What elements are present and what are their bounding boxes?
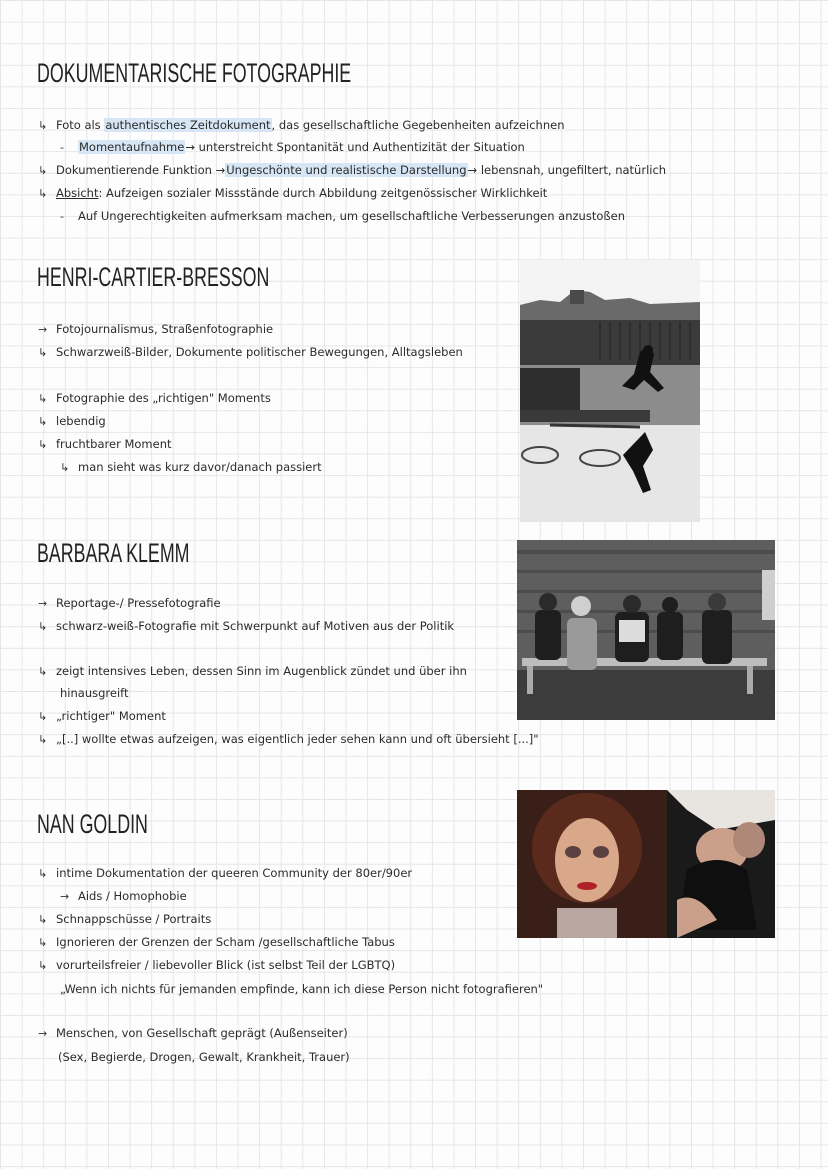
hook-arrow-icon: ↳ xyxy=(60,460,70,474)
goldin-line-8: (Sex, Begierde, Drogen, Gewalt, Krankheit, Trauer) xyxy=(58,1050,350,1064)
hook-arrow-icon: ↳ xyxy=(38,163,48,177)
hook-arrow-icon: ↳ xyxy=(38,709,48,723)
hook-arrow-icon: ↳ xyxy=(38,958,48,972)
hook-arrow-icon: ↳ xyxy=(38,391,48,405)
hook-arrow-icon: ↳ xyxy=(38,414,48,428)
title-dokumentarische-fotographie: DOKUMENTARISCHE FOTOGRAPHIE xyxy=(37,58,352,88)
photo-bench-people xyxy=(517,540,775,720)
right-arrow-icon: → xyxy=(38,1026,48,1040)
hcb-line-4: ↳ lebendig xyxy=(38,414,106,428)
doc-line-1: ↳ Foto als authentisches Zeitdokument , das gesellschaftliche Gegebenheiten aufzeichnen xyxy=(38,118,565,132)
doc-line-4: ↳ Absicht : Aufzeigen sozialer Missstände durch Abbildung zeitgenössischer Wirklichkeit xyxy=(38,186,548,200)
hook-arrow-icon: ↳ xyxy=(38,912,48,926)
goldin-line-4: ↳ Ignorieren der Grenzen der Scham /gesellschaftliche Tabus xyxy=(38,935,395,949)
hook-arrow-icon: ↳ xyxy=(38,619,48,633)
klemm-line-3: ↳ zeigt intensives Leben, dessen Sinn im Augenblick zündet und über ihn xyxy=(38,664,467,678)
title-nan-goldin: NAN GOLDIN xyxy=(37,809,148,839)
highlight-darstellung: Ungeschönte und realistische Darstellung xyxy=(226,163,467,177)
highlight-zeitdokument: authentisches Zeitdokument xyxy=(105,118,271,132)
doc-line-2: - Momentaufnahme → unterstreicht Spontanität und Authentizität der Situation xyxy=(60,140,525,154)
hook-arrow-icon: ↳ xyxy=(38,866,48,880)
hook-arrow-icon: ↳ xyxy=(38,935,48,949)
title-henri-cartier-bresson: HENRI-CARTIER-BRESSON xyxy=(37,262,270,292)
goldin-line-5: ↳ vorurteilsfreier / liebevoller Blick (ist selbst Teil der LGBTQ) xyxy=(38,958,396,972)
klemm-line-5: ↳ „[..] wollte etwas aufzeigen, was eigentlich jeder sehen kann und oft übersieht [...]" xyxy=(38,732,539,746)
dash-icon: - xyxy=(60,140,64,154)
goldin-quote: „Wenn ich nichts für jemanden empfinde, kann ich diese Person nicht fotografieren" xyxy=(60,982,544,996)
hcb-line-6: ↳ man sieht was kurz davor/danach passiert xyxy=(60,460,322,474)
hook-arrow-icon: ↳ xyxy=(38,437,48,451)
photo-puddle-jumper xyxy=(520,260,700,522)
hcb-line-1: → Fotojournalismus, Straßenfotographie xyxy=(38,322,274,336)
hook-arrow-icon: ↳ xyxy=(38,732,48,746)
klemm-line-4: ↳ „richtiger" Moment xyxy=(38,709,166,723)
right-arrow-icon: → xyxy=(60,889,70,903)
klemm-line-2: ↳ schwarz-weiß-Fotografie mit Schwerpunkt auf Motiven aus der Politik xyxy=(38,619,455,633)
goldin-line-2: → Aids / Homophobie xyxy=(60,889,187,903)
goldin-line-7: → Menschen, von Gesellschaft geprägt (Außenseiter) xyxy=(38,1026,348,1040)
goldin-line-1: ↳ intime Dokumentation der queeren Community der 80er/90er xyxy=(38,866,413,880)
goldin-line-3: ↳ Schnappschüsse / Portraits xyxy=(38,912,212,926)
right-arrow-icon: → xyxy=(38,322,48,336)
highlight-momentaufnahme: Momentaufnahme xyxy=(79,140,185,154)
hook-arrow-icon: ↳ xyxy=(38,118,48,132)
hook-arrow-icon: ↳ xyxy=(38,186,48,200)
hcb-line-5: ↳ fruchtbarer Moment xyxy=(38,437,172,451)
hook-arrow-icon: ↳ xyxy=(38,664,48,678)
doc-line-3: ↳ Dokumentierende Funktion → Ungeschönte und realistische Darstellung → lebensnah, ungefiltert, natürlich xyxy=(38,163,667,177)
doc-line-5: - Auf Ungerechtigkeiten aufmerksam machen, um gesellschaftliche Verbesserungen anzustoßen xyxy=(60,209,625,223)
dash-icon: - xyxy=(60,209,64,223)
klemm-line-1: → Reportage-/ Pressefotografie xyxy=(38,596,221,610)
hcb-line-3: ↳ Fotographie des „richtigen" Moments xyxy=(38,391,271,405)
right-arrow-icon: → xyxy=(38,596,48,610)
hook-arrow-icon: ↳ xyxy=(38,345,48,359)
hcb-line-2: ↳ Schwarzweiß-Bilder, Dokumente politischer Bewegungen, Alltagsleben xyxy=(38,345,463,359)
klemm-line-3b: hinausgreift xyxy=(60,686,129,700)
photo-portraits xyxy=(517,790,775,938)
title-barbara-klemm: BARBARA KLEMM xyxy=(37,538,190,568)
